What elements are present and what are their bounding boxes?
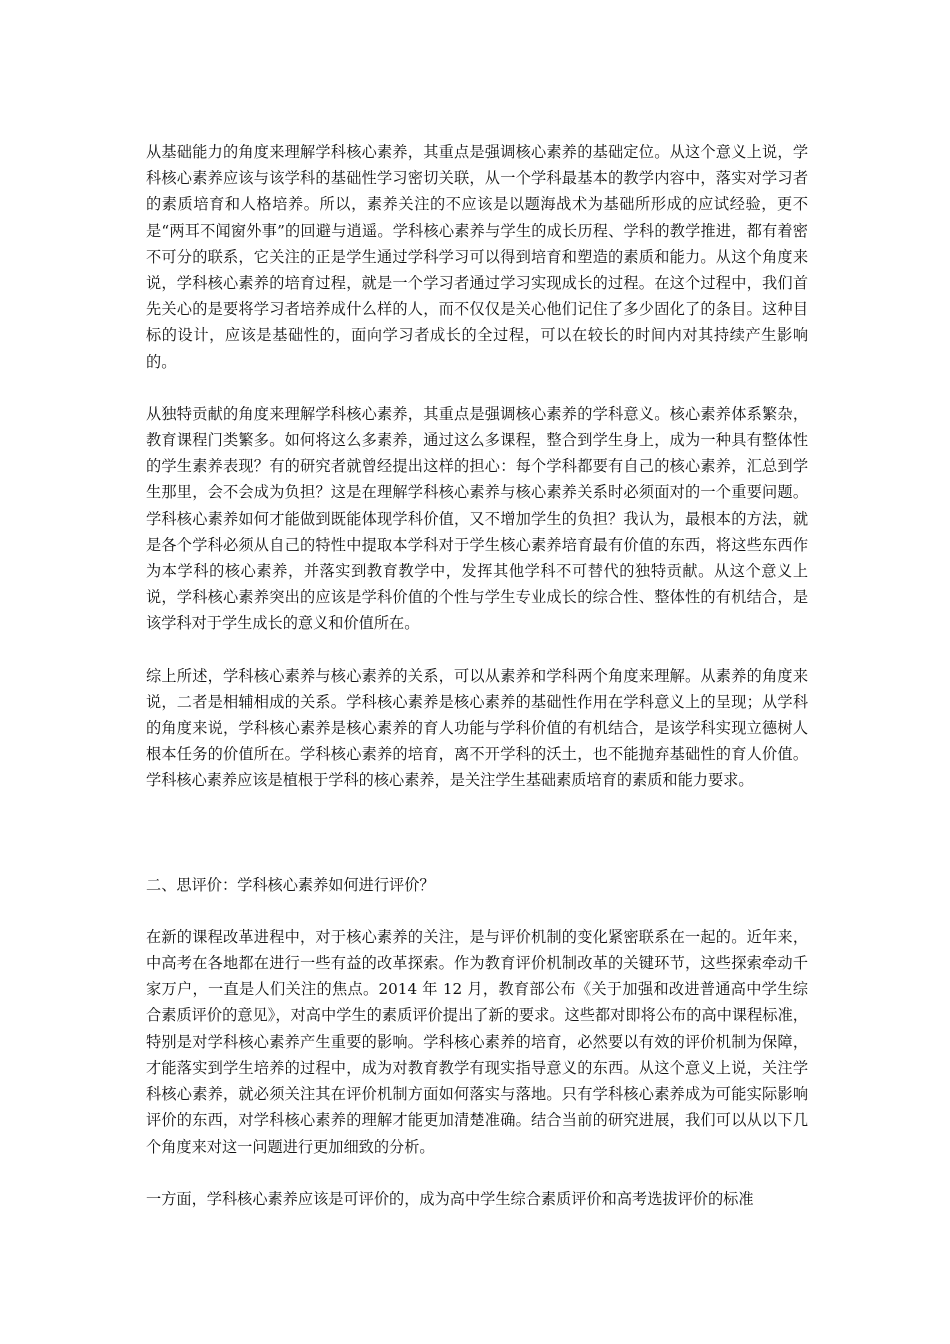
paragraph-unique-contribution: 从独特贡献的角度来理解学科核心素养，其重点是强调核心素养的学科意义。核心素养体系繁杂，教育课程门类繁多。如何将这么多素养，通过这么多课程，整合到学生身上，成为一种具有整体性的学生素养表现？有的研究者就曾经提出这样的担心：每个学科都要有自己的核心素养，汇总到学生那里，会不会成为负担？这是在理解学科核心素养与核心素养关系时必须面对的一个重要问题。学科核心素养如何才能做到既能体现学科价值，又不增加学生的负担？我认为，最根本的方法，就是各个学科必须从自己的特性中提取本学科对于学生核心素养培育最有价值的东西，将这些东西作为本学科的核心素养，并落实到教育教学中，发挥其他学科不可替代的独特贡献。从这个意义上说，学科核心素养突出的应该是学科价值的个性与学生专业成长的综合性、整体性的有机结合，是该学科对于学生成长的意义和价值所在。	[146, 404, 808, 633]
paragraph-spacer	[146, 637, 808, 663]
paragraph-basic-ability: 从基础能力的角度来理解学科核心素养，其重点是强调核心素养的基础定位。从这个意义上说，学科核心素养应该与该学科的基础性学习密切关联，从一个学科最基本的教学内容中，落实对学习者的素质培育和人格培养。所以，素养关注的不应该是以题海战术为基础所形成的应试经验，更不是“两耳不闻窗外事”的回避与逍遥。学科核心素养与学生的成长历程、学科的教学推进，都有着密不可分的联系，它关注的正是学生通过学科学习可以得到培育和塑造的素质和能力。从这个角度来说，学科核心素养的培育过程，就是一个学习者通过学习实现成长的过程。在这个过程中，我们首先关心的是要将学习者培养成什么样的人，而不仅仅是关心他们记住了多少固化了的条目。这种目标的设计，应该是基础性的，面向学习者成长的全过程，可以在较长的时间内对其持续产生影响的。	[146, 143, 808, 371]
paragraph-evaluation: 在新的课程改革进程中，对于核心素养的关注，是与评价机制的变化紧密联系在一起的。近年来，中高考在各地都在进行一些有益的改革探索。作为教育评价机制改革的关键环节，这些探索牵动千家万户，一直是人们关注的焦点。2014 年 12 月，教育部公布《关于加强和改进普通高中学生综合素质评价的意见》，对高中学生的素质评价提出了新的要求。这些都对即将公布的高中课程标准，特别是对学科核心素养产生重要的影响。学科核心素养的培育，必然要以有效的评价机制为保障，才能落实到学生培养的过程中，成为对教育教学有现实指导意义的东西。从这个意义上说，关注学科核心素养，就必须关注其在评价机制方面如何落实与落地。只有学科核心素养成为可能实际影响评价的东西，对学科核心素养的理解才能更加清楚准确。结合当前的研究进展，我们可以从以下几个角度来对这一问题进行更加细致的分析。	[146, 927, 808, 1156]
section-heading: 二、思评价：学科核心素养如何进行评价？	[146, 875, 435, 894]
paragraph-summary: 综上所述，学科核心素养与核心素养的关系，可以从素养和学科两个角度来理解。从素养的角度来说，二者是相辅相成的关系。学科核心素养是核心素养的基础性作用在学科意义上的呈现；从学科的角度来说，学科核心素养是核心素养的育人功能与学科价值的有机结合，是该学科实现立德树人根本任务的价值所在。学科核心素养的培育，离不开学科的沃土，也不能抛弃基础性的育人价值。学科核心素养应该是植根于学科的核心素养，是关注学生基础素质培育的素质和能力要求。	[146, 666, 808, 790]
paragraph-spacer	[146, 1160, 808, 1186]
paragraph-spacer	[146, 898, 808, 924]
document-page	[146, 139, 808, 1212]
paragraph-on-one-hand: 一方面，学科核心素养应该是可评价的，成为高中学生综合素质评价和高考选拔评价的标准	[146, 1189, 754, 1208]
paragraph-spacer	[146, 375, 808, 401]
section-spacer	[146, 794, 808, 872]
